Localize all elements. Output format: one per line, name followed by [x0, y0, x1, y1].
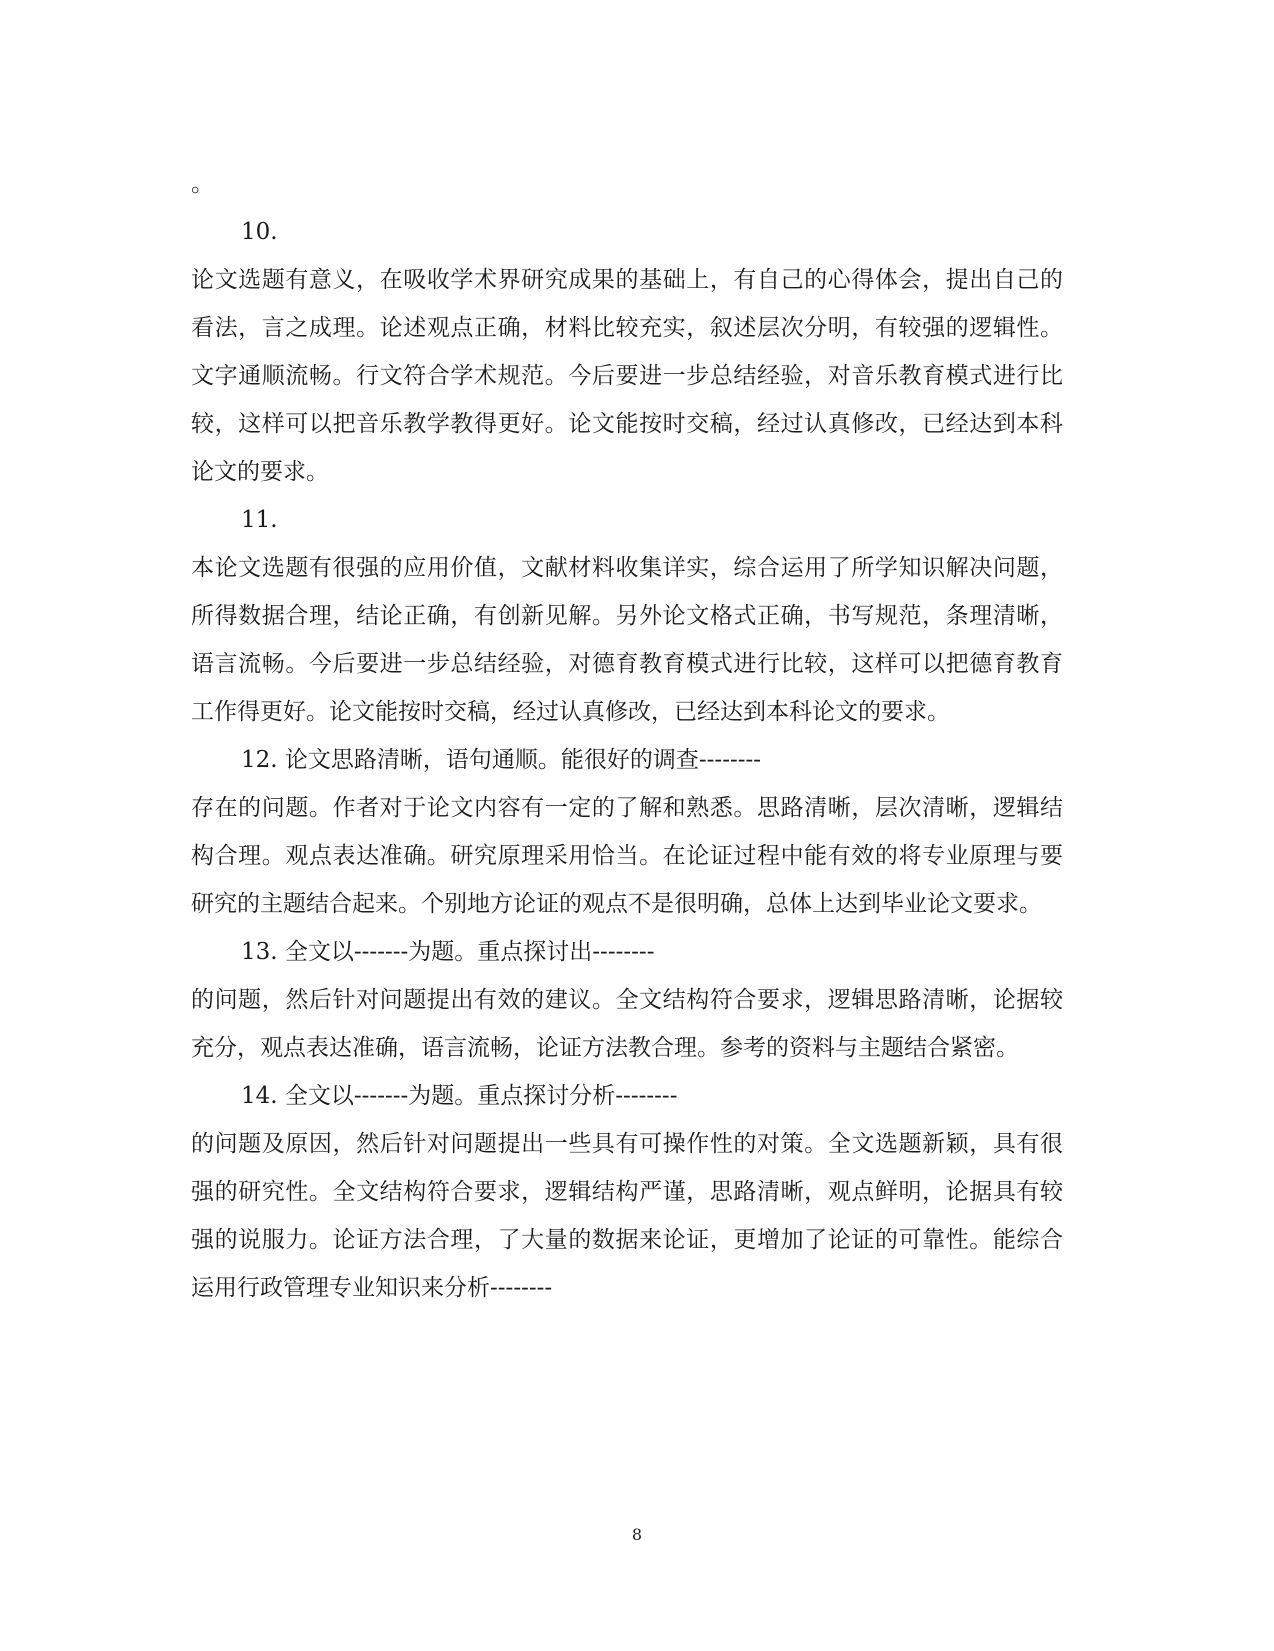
section-12-heading: 12. 论文思路清晰，语句通顺。能很好的调查-------- — [241, 747, 762, 773]
section-12-body: 存在的问题。作者对于论文内容有一定的了解和熟悉。思路清晰，层次清晰，逻辑结构合理。观点表达准确。研究原理采用恰当。在论证过程中能有效的将专业原理与要研究的主题结合起来。个别地方论证的观点不是很明确，总体上达到毕业论文要求。 — [191, 795, 1063, 917]
section-14-body: 的问题及原因，然后针对问题提出一些具有可操作性的对策。全文选题新颖，具有很强的研究性。全文结构符合要求，逻辑结构严谨，思路清晰，观点鲜明，论据具有较强的说服力。论证方法合理，了大量的数据来论证，更增加了论证的可靠性。能综合运用行政管理专业知识来分析-------- — [191, 1131, 1063, 1301]
document-body — [191, 160, 1063, 1312]
section-10-heading: 10. — [241, 219, 278, 245]
leading-fragment: 。 — [191, 171, 214, 197]
section-11-body: 本论文选题有很强的应用价值，文献材料收集详实，综合运用了所学知识解决问题，所得数据合理，结论正确，有创新见解。另外论文格式正确，书写规范，条理清晰，语言流畅。今后要进一步总结经验，对德育教育模式进行比较，这样可以把德育教育工作得更好。论文能按时交稿，经过认真修改，已经达到本科论文的要求。 — [191, 555, 1063, 725]
section-14-heading: 14. 全文以-------为题。重点探讨分析-------- — [241, 1083, 678, 1109]
section-13-heading: 13. 全文以-------为题。重点探讨出-------- — [241, 939, 655, 965]
section-11-heading: 11. — [241, 507, 278, 533]
section-10-body: 论文选题有意义，在吸收学术界研究成果的基础上，有自己的心得体会，提出自己的看法，言之成理。论述观点正确，材料比较充实，叙述层次分明，有较强的逻辑性。文字通顺流畅。行文符合学术规范。今后要进一步总结经验，对音乐教育模式进行比较，这样可以把音乐教学教得更好。论文能按时交稿，经过认真修改，已经达到本科论文的要求。 — [191, 267, 1063, 485]
section-13-body: 的问题，然后针对问题提出有效的建议。全文结构符合要求，逻辑思路清晰，论据较充分，观点表达准确，语言流畅，论证方法教合理。参考的资料与主题结合紧密。 — [191, 987, 1063, 1061]
page-number: 8 — [631, 1525, 643, 1544]
